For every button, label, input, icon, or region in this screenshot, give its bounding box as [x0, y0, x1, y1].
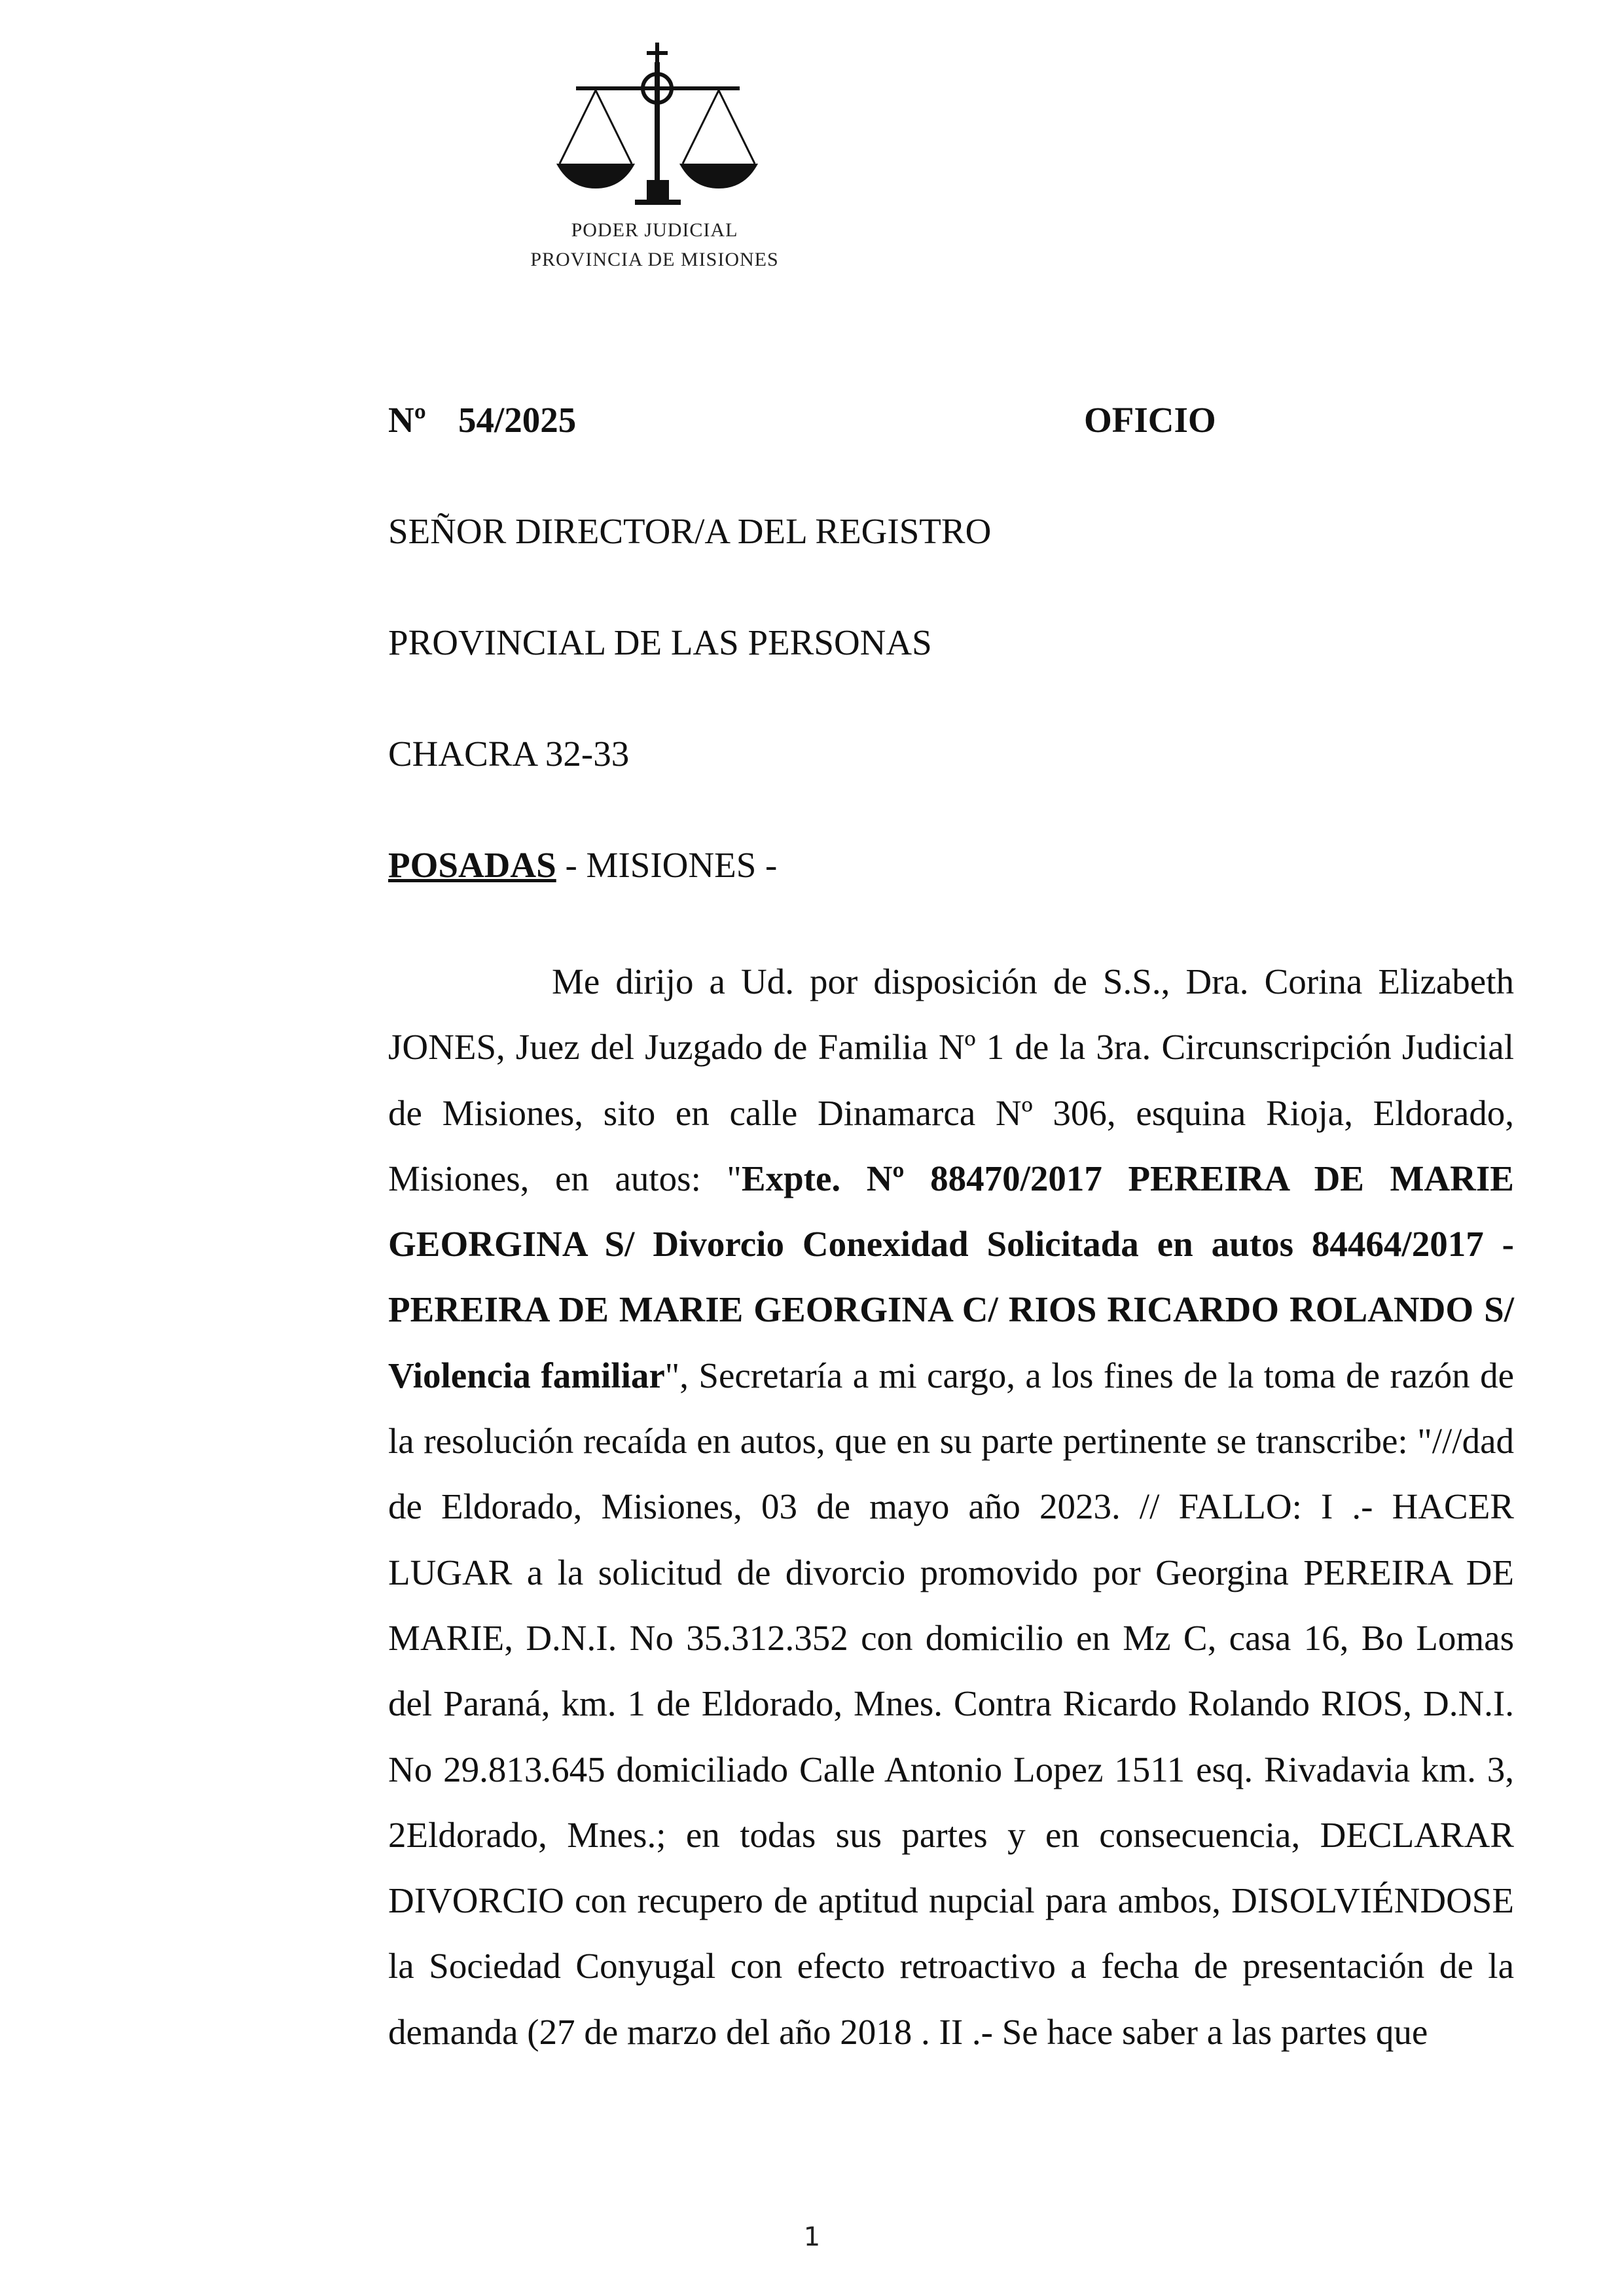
document-header: [388, 399, 1514, 445]
addressee-line-2: PROVINCIAL DE LAS PERSONAS: [388, 622, 932, 662]
addressee-line-3: CHACRA 32-33: [388, 734, 630, 774]
seal-line-provincia: PROVINCIA DE MISIONES: [530, 249, 779, 270]
case-title: Expte. Nº 88470/2017 PEREIRA DE MARIE GEORGINA S/ Divorcio Conexidad Solicitada en autos 84464/2017 - PEREIRA DE MARIE GEORGINA C/ RIOS RICARDO ROLANDO S/ Violencia familiar: [388, 1158, 1514, 1395]
judicial-seal: [511, 39, 799, 288]
number-label: Nº: [388, 400, 426, 440]
body-paragraph: [388, 949, 1514, 2065]
addressee-city: POSADAS: [388, 845, 556, 885]
document-number: 54/2025: [458, 400, 577, 440]
addressee-line-1: SEÑOR DIRECTOR/A DEL REGISTRO: [388, 511, 992, 551]
addressee-city-line: [388, 844, 777, 886]
body-rest: ", Secretaría a mi cargo, a los fines de la toma de razón de la resolución recaída en autos, que en su parte pertinente se transcribe: "///dad de Eldorado, Misiones, 03 de mayo año 2023. // FALLO: I .- HACER LUGAR a la solicitud de divorcio promovido por Georgina PEREIRA DE MARIE, D.N.I. No 35.312.352 con domicilio en Mz C, casa 16, Bo Lomas del Paraná, km. 1 de Eldorado, Mnes. Contra Ricardo Rolando RIOS, D.N.I. No 29.813.645 domiciliado Calle Antonio Lopez 1511 esq. Rivadavia km. 3, 2Eldorado, Mnes.; en todas sus partes y en consecuencia, DECLARAR DIVORCIO con recupero de aptitud nupcial para ambos, DISOLVIÉNDOSE la Sociedad Conyugal con efecto retroactivo a fecha de presentación de la demanda (27 de marzo del año 2018 . II .- Se hace saber a las partes que: [388, 1355, 1514, 2052]
addressee-province: - MISIONES -: [556, 845, 778, 885]
seal-line-poder-judicial: PODER JUDICIAL: [571, 219, 738, 241]
body-intro: Me dirijo a Ud. por disposición de S.S., Dra. Corina Elizabeth JONES, Juez del Juzgado de Familia Nº 1 de la 3ra. Circunscripción Judicial de Misiones, sito en calle Dinamarca Nº 306, esquina Rioja, Eldorado, Misiones, en autos: ": [388, 961, 1514, 1198]
page-number: 1: [803, 2222, 821, 2252]
document-type: OFICIO: [1084, 400, 1216, 440]
scales-of-justice-icon: [550, 39, 766, 216]
